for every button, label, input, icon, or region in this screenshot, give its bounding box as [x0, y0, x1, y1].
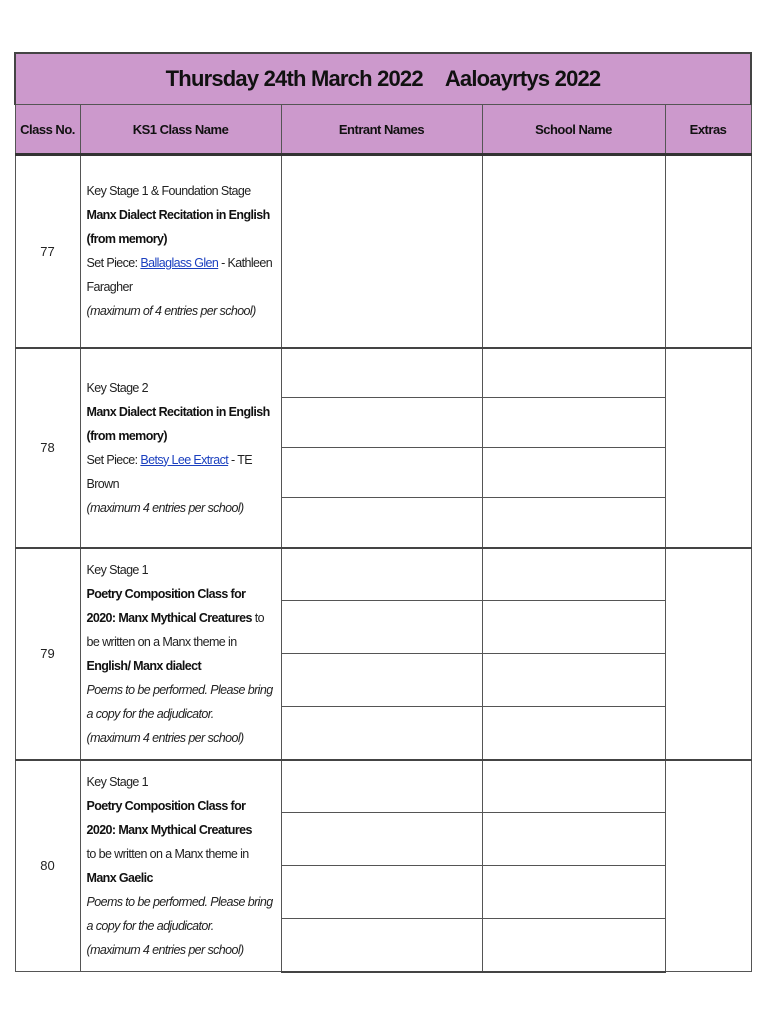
set-piece-author: - Kathleen Faragher	[86, 256, 273, 295]
class-theme: to be written on a Manx theme in	[86, 846, 249, 861]
school-name-slot[interactable]	[482, 813, 665, 866]
class-stage: Key Stage 1 & Foundation Stage	[86, 184, 251, 199]
school-name-cell[interactable]	[482, 155, 665, 348]
school-name-slot[interactable]	[482, 707, 665, 760]
class-description	[80, 155, 281, 348]
entry-table	[14, 52, 752, 973]
title-event: Aaloayrtys 2022	[444, 66, 601, 91]
class-stage: Key Stage 1	[86, 774, 149, 789]
entrant-name-slot[interactable]	[281, 866, 482, 919]
class-number: 80	[15, 760, 80, 972]
title-date: Thursday 24th March 2022	[165, 66, 423, 91]
school-name-slot[interactable]	[482, 548, 665, 601]
class-description	[80, 348, 281, 548]
class-row-77	[15, 155, 751, 348]
class-number: 77	[15, 155, 80, 348]
school-name-slot[interactable]	[482, 498, 665, 548]
entry-limit-note: (maximum of 4 entries per school)	[86, 304, 256, 319]
class-title: Poetry Composition Class for 2020: Manx Mythical Creatures	[86, 798, 252, 837]
extras-cell[interactable]	[665, 348, 751, 548]
school-name-slot[interactable]	[482, 760, 665, 813]
class-row-79	[15, 548, 751, 601]
entrant-names-cell[interactable]	[281, 155, 482, 348]
header-entrant-names: Entrant Names	[281, 105, 482, 155]
entry-limit-note: (maximum 4 entries per school)	[86, 500, 244, 515]
header-class-no: Class No.	[15, 105, 80, 155]
header-extras: Extras	[665, 105, 751, 155]
header-school-name: School Name	[482, 105, 665, 155]
class-language: Manx Gaelic	[86, 870, 153, 885]
class-title: Manx Dialect Recitation in English (from memory)	[86, 404, 270, 443]
perform-note: Poems to be performed. Please bring a copy for the adjudicator.	[86, 682, 273, 721]
school-name-slot[interactable]	[482, 919, 665, 972]
entrant-name-slot[interactable]	[281, 601, 482, 654]
entrant-name-slot[interactable]	[281, 498, 482, 548]
class-row-80	[15, 760, 751, 813]
title-row	[15, 53, 751, 105]
set-piece-prefix: Set Piece:	[86, 256, 141, 271]
entrant-name-slot[interactable]	[281, 448, 482, 498]
header-row	[15, 105, 751, 155]
school-name-slot[interactable]	[482, 866, 665, 919]
school-name-slot[interactable]	[482, 348, 665, 398]
class-title: Poetry Composition Class for 2020: Manx Mythical Creatures	[86, 586, 252, 625]
entrant-name-slot[interactable]	[281, 919, 482, 972]
entry-limit-note: (maximum 4 entries per school)	[86, 942, 244, 957]
school-name-slot[interactable]	[482, 654, 665, 707]
entrant-name-slot[interactable]	[281, 760, 482, 813]
class-stage: Key Stage 2	[86, 380, 149, 395]
set-piece-link[interactable]: Ballaglass Glen	[140, 256, 219, 271]
entrant-name-slot[interactable]	[281, 548, 482, 601]
set-piece-prefix: Set Piece:	[86, 452, 141, 467]
page-title	[15, 53, 751, 105]
extras-cell[interactable]	[665, 548, 751, 760]
extras-cell[interactable]	[665, 155, 751, 348]
entrant-name-slot[interactable]	[281, 707, 482, 760]
set-piece-link[interactable]: Betsy Lee Extract	[140, 452, 229, 467]
entrant-name-slot[interactable]	[281, 398, 482, 448]
class-description	[80, 760, 281, 972]
class-title: Manx Dialect Recitation in English (from memory)	[86, 208, 270, 247]
extras-cell[interactable]	[665, 760, 751, 972]
class-stage: Key Stage 1	[86, 562, 149, 577]
school-name-slot[interactable]	[482, 398, 665, 448]
class-language: English/ Manx dialect	[86, 658, 202, 673]
class-description	[80, 548, 281, 760]
class-number: 78	[15, 348, 80, 548]
entry-form	[14, 52, 750, 973]
entry-limit-note: (maximum 4 entries per school)	[86, 730, 244, 745]
entrant-name-slot[interactable]	[281, 654, 482, 707]
entrant-name-slot[interactable]	[281, 813, 482, 866]
entrant-name-slot[interactable]	[281, 348, 482, 398]
class-number: 79	[15, 548, 80, 760]
header-class-name: KS1 Class Name	[80, 105, 281, 155]
set-piece-author: - TE Brown	[86, 452, 252, 491]
perform-note: Poems to be performed. Please bring a copy for the adjudicator.	[86, 894, 273, 933]
school-name-slot[interactable]	[482, 601, 665, 654]
class-theme: to be written on a Manx theme in	[86, 610, 264, 649]
class-row-78	[15, 348, 751, 398]
school-name-slot[interactable]	[482, 448, 665, 498]
